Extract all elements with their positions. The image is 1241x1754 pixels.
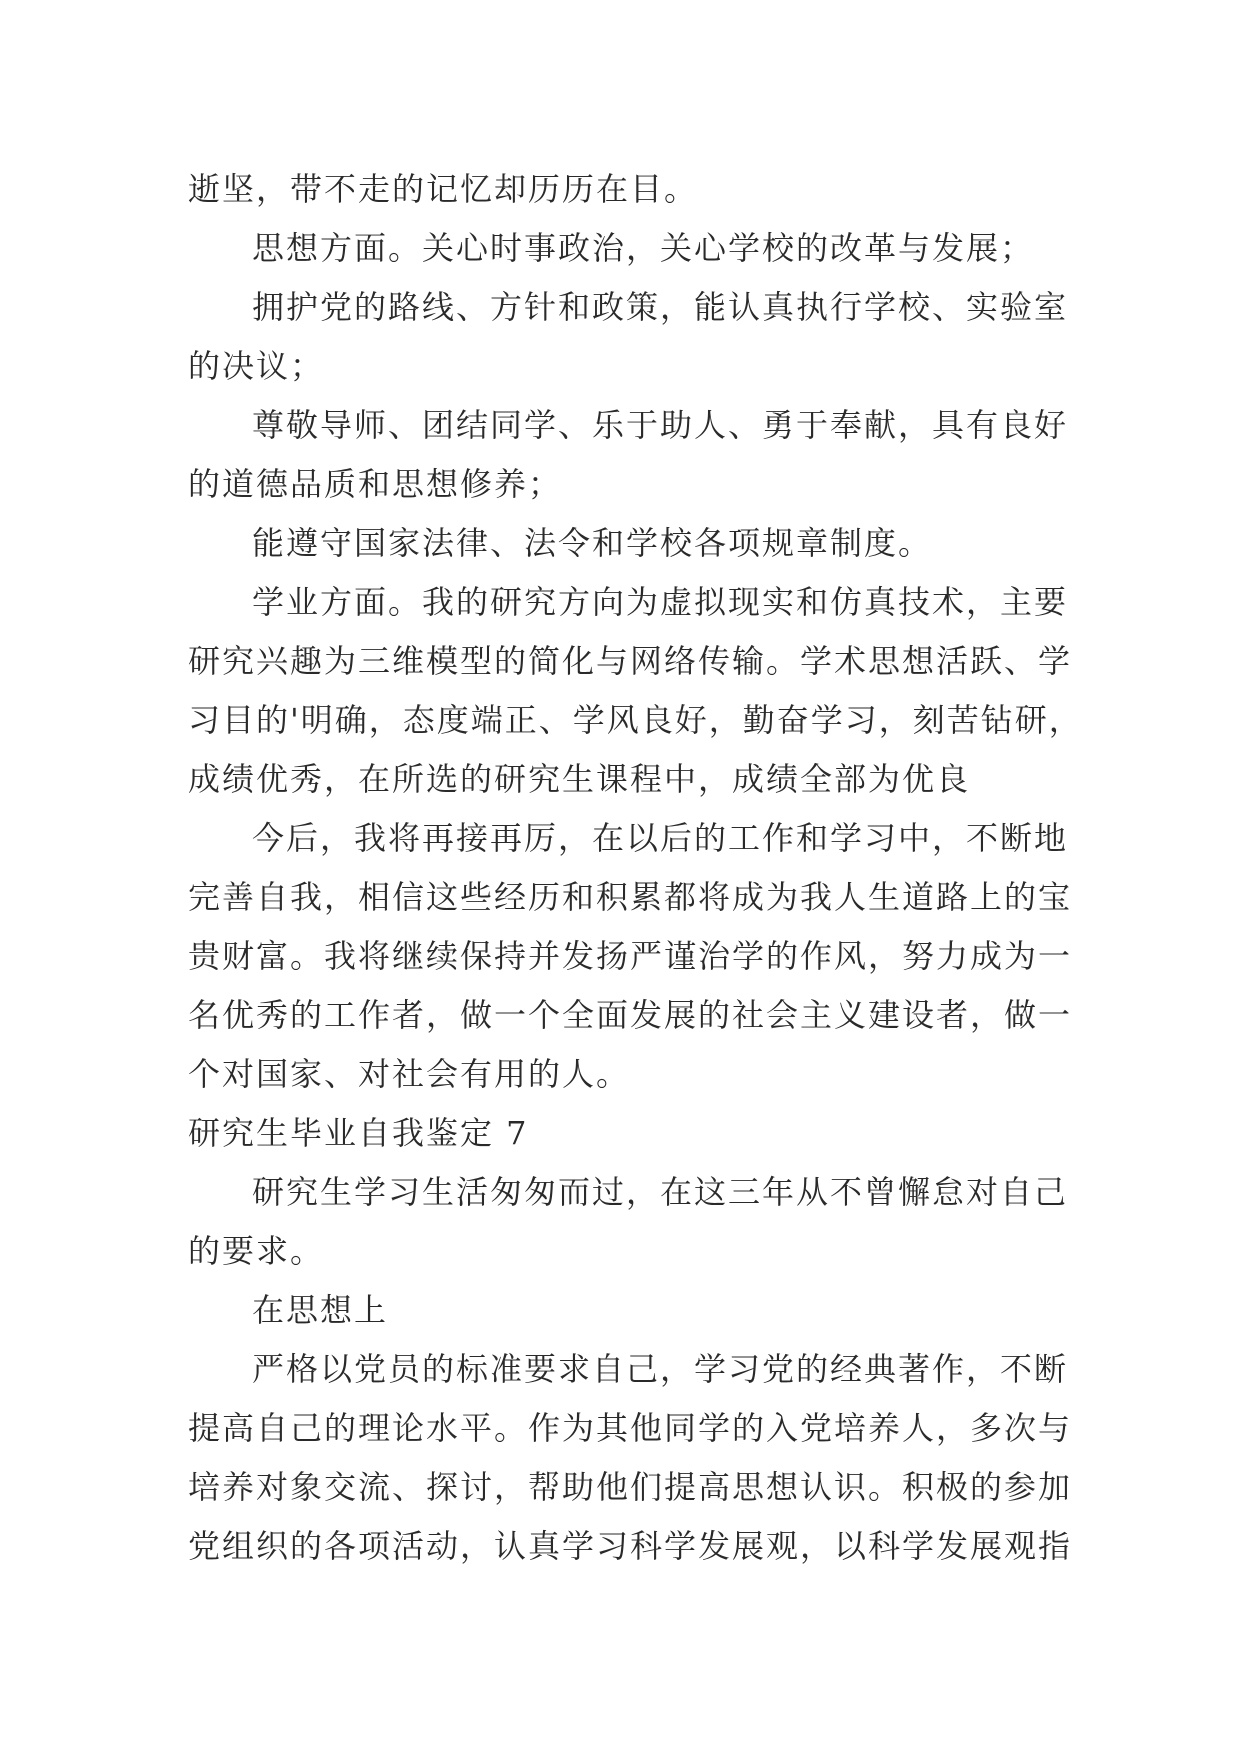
text-line: 严格以党员的标准要求自己，学习党的经典著作，不断 [252, 1350, 1069, 1388]
text-line: 提高自己的理论水平。作为其他同学的入党培养人，多次与 [188, 1409, 1073, 1447]
text-line: 今后，我将再接再厉，在以后的工作和学习中，不断地 [252, 819, 1069, 857]
text-line: 完善自我，相信这些经历和积累都将成为我人生道路上的宝 [188, 878, 1073, 916]
text-line: 逝坚，带不走的记忆却历历在目。 [188, 170, 699, 208]
text-line: 思想方面。关心时事政治，关心学校的改革与发展； [252, 229, 1035, 267]
text-line: 拥护党的路线、方针和政策，能认真执行学校、实验室 [252, 288, 1069, 326]
text-line: 贵财富。我将继续保持并发扬严谨治学的作风，努力成为一 [188, 937, 1073, 975]
text-line: 习目的'明确，态度端正、学风良好，勤奋学习，刻苦钻研， [188, 701, 1083, 739]
text-line: 的决议； [188, 347, 325, 385]
text-line: 成绩优秀，在所选的研究生课程中，成绩全部为优良 [188, 760, 971, 798]
text-line: 研究生学习生活匆匆而过，在这三年从不曾懈怠对自己 [252, 1173, 1069, 1211]
text-line: 的道德品质和思想修养； [188, 465, 563, 503]
text-line: 的要求。 [188, 1232, 325, 1270]
section-heading: 研究生毕业自我鉴定 7 [188, 1114, 529, 1152]
text-line: 学业方面。我的研究方向为虚拟现实和仿真技术，主要 [252, 583, 1069, 621]
text-line: 党组织的各项活动，认真学习科学发展观，以科学发展观指 [188, 1527, 1073, 1565]
document-body [188, 160, 1083, 1576]
text-line: 在思想上 [252, 1291, 389, 1329]
text-line: 尊敬导师、团结同学、乐于助人、勇于奉献，具有良好 [252, 406, 1069, 444]
text-line: 培养对象交流、探讨，帮助他们提高思想认识。积极的参加 [188, 1468, 1073, 1506]
text-line: 能遵守国家法律、法令和学校各项规章制度。 [252, 524, 933, 562]
text-line: 个对国家、对社会有用的人。 [188, 1055, 631, 1093]
text-line: 研究兴趣为三维模型的简化与网络传输。学术思想活跃、学 [188, 642, 1073, 680]
text-line: 名优秀的工作者，做一个全面发展的社会主义建设者，做一 [188, 996, 1073, 1034]
